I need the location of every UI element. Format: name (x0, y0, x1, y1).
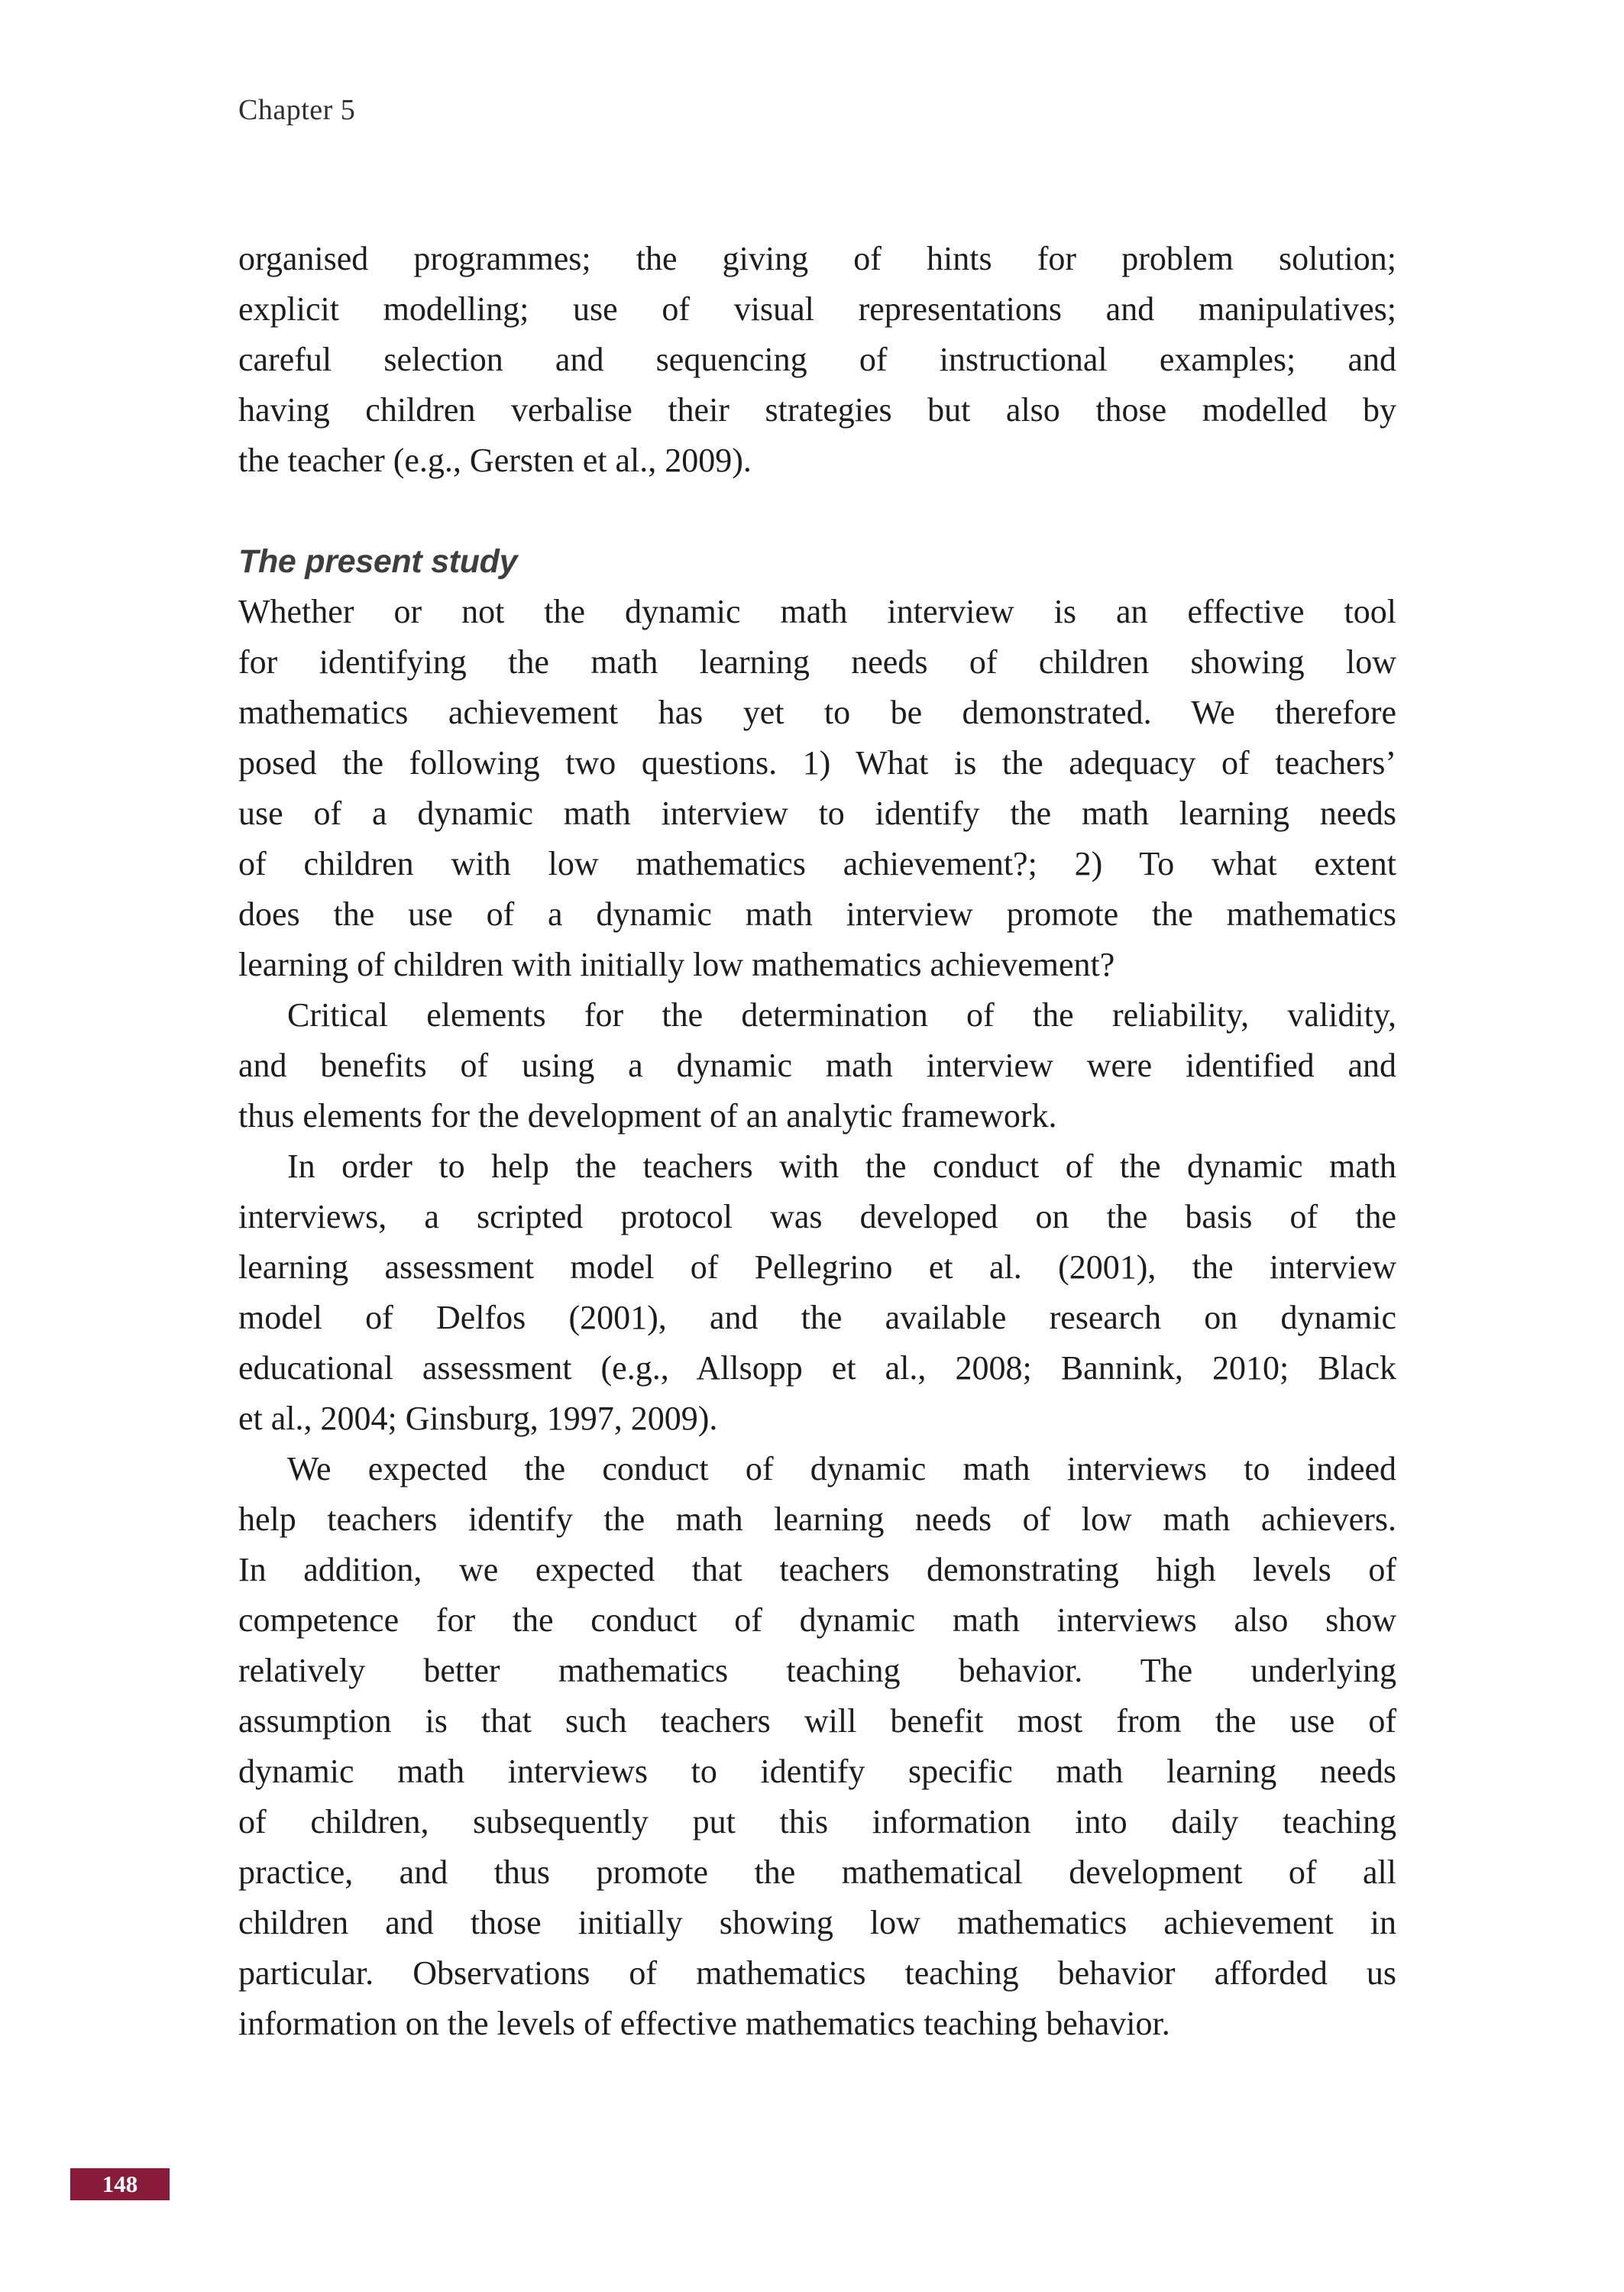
paragraph (238, 1141, 1396, 1444)
text-line: Critical elements for the determination of the reliability, validity, (287, 996, 1396, 1034)
paragraph (238, 587, 1396, 990)
text-line: competence for the conduct of dynamic math interviews also show (238, 1601, 1396, 1639)
text-line: We expected the conduct of dynamic math interviews to indeed (287, 1450, 1396, 1488)
text-line: posed the following two questions. 1) What is the adequacy of teachers’ (238, 744, 1396, 782)
page-number-badge (70, 2168, 170, 2200)
text-line: the teacher (e.g., Gersten et al., 2009). (238, 442, 752, 479)
text-line: relatively better mathematics teaching behavior. The underlying (238, 1652, 1396, 1689)
running-header: Chapter 5 (238, 94, 356, 126)
text-line: mathematics achievement has yet to be demonstrated. We therefore (238, 694, 1396, 731)
text-line: of children, subsequently put this information into daily teaching (238, 1803, 1396, 1840)
section-heading: The present study (238, 543, 518, 580)
text-line: for identifying the math learning needs of children showing low (238, 643, 1396, 681)
text-line: careful selection and sequencing of instructional examples; and (238, 341, 1396, 378)
text-line: help teachers identify the math learning needs of low math achievers. (238, 1500, 1396, 1538)
text-line: Whether or not the dynamic math interview is an effective tool (238, 593, 1396, 630)
paragraph (238, 1444, 1396, 2049)
text-line: learning assessment model of Pellegrino et al. (2001), the interview (238, 1248, 1396, 1286)
text-line: thus elements for the development of an analytic framework. (238, 1097, 1057, 1135)
text-line: does the use of a dynamic math interview promote the mathematics (238, 895, 1396, 933)
text-line: et al., 2004; Ginsburg, 1997, 2009). (238, 1400, 718, 1437)
text-line: and benefits of using a dynamic math interview were identified and (238, 1047, 1396, 1084)
paragraph (238, 234, 1396, 486)
text-line: interviews, a scripted protocol was developed on the basis of the (238, 1198, 1396, 1235)
text-line: learning of children with initially low mathematics achievement? (238, 946, 1115, 983)
text-line: of children with low mathematics achievement?; 2) To what extent (238, 845, 1396, 882)
text-line: In order to help the teachers with the conduct of the dynamic math (287, 1148, 1396, 1185)
page-number: 148 (102, 2171, 138, 2197)
text-line: information on the levels of effective mathematics teaching behavior. (238, 2005, 1170, 2042)
text-line: particular. Observations of mathematics teaching behavior afforded us (238, 1954, 1396, 1992)
text-line: model of Delfos (2001), and the available research on dynamic (238, 1299, 1396, 1336)
paragraph (238, 990, 1396, 1141)
text-line: educational assessment (e.g., Allsopp et al., 2008; Bannink, 2010; Black (238, 1349, 1396, 1387)
text-line: explicit modelling; use of visual representations and manipulatives; (238, 290, 1396, 328)
text-line: use of a dynamic math interview to identify the math learning needs (238, 795, 1396, 832)
text-line: practice, and thus promote the mathematical development of all (238, 1853, 1396, 1891)
text-line: children and those initially showing low mathematics achievement in (238, 1904, 1396, 1941)
content (238, 234, 1396, 2049)
text-line: assumption is that such teachers will benefit most from the use of (238, 1702, 1396, 1740)
text-line: organised programmes; the giving of hints for problem solution; (238, 240, 1396, 277)
text-line: In addition, we expected that teachers demonstrating high levels of (238, 1551, 1396, 1588)
text-line: dynamic math interviews to identify specific math learning needs (238, 1753, 1396, 1790)
text-line: having children verbalise their strategies but also those modelled by (238, 391, 1396, 429)
